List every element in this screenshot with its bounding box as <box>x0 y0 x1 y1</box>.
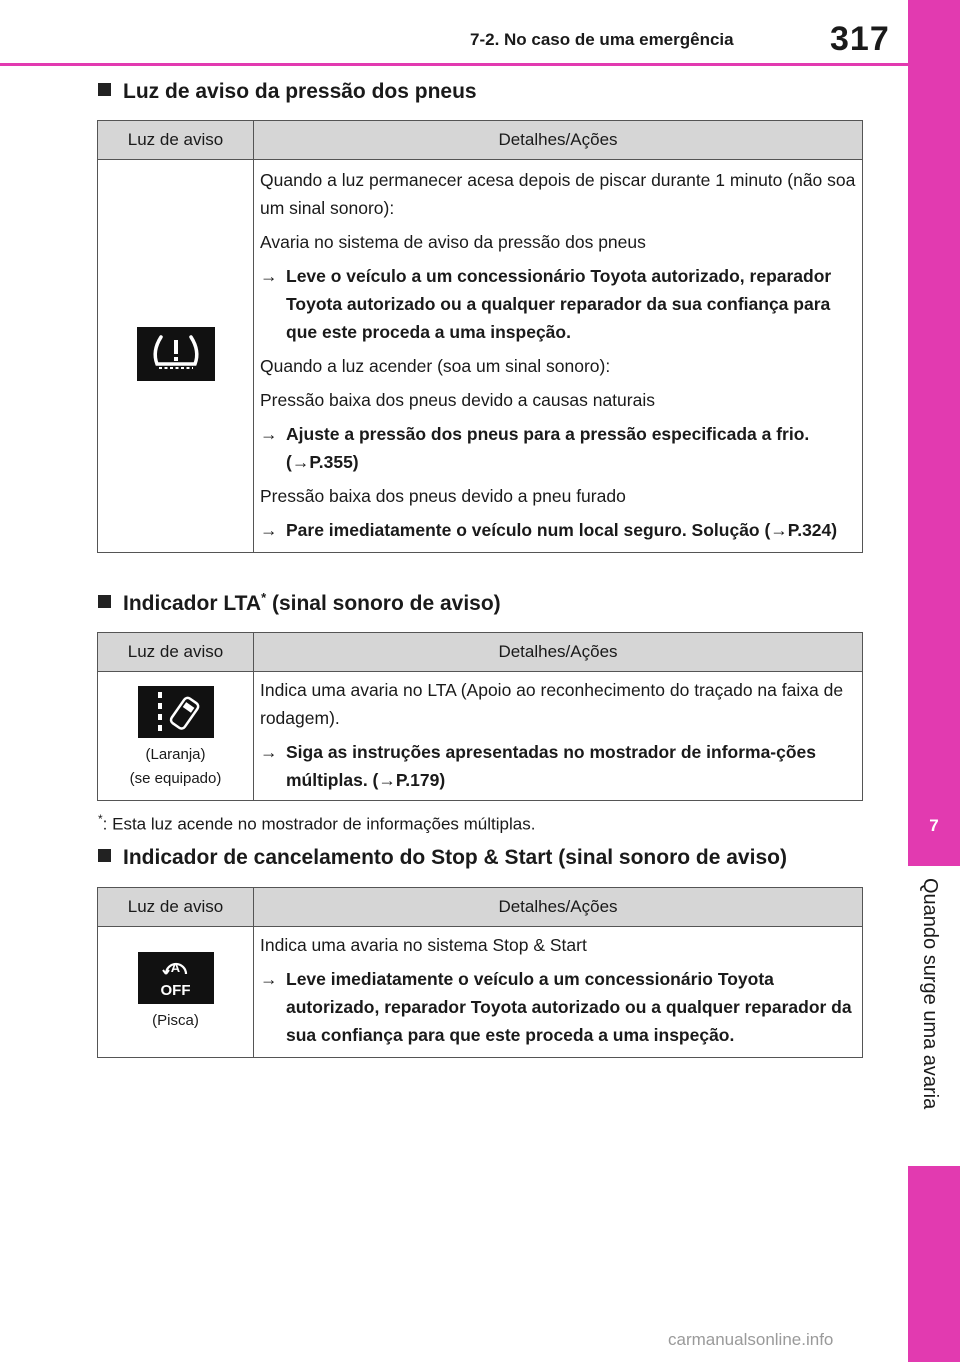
header-rule <box>0 63 908 66</box>
arrow-icon: → <box>260 424 278 444</box>
footnote: *: Esta luz acende no mostrador de informações múltiplas. <box>98 812 536 834</box>
icon-caption: (Laranja) <box>145 745 206 763</box>
action-line: → Siga as instruções apresentadas no mostrador de informa-ções múltiplas. (→P.179) <box>260 738 856 794</box>
col-header-details: Detalhes/Ações <box>254 121 863 160</box>
tire-pressure-warning-icon <box>137 327 215 381</box>
chapter-number: 7 <box>908 786 960 866</box>
col-header-warning-light: Luz de aviso <box>98 888 254 927</box>
table-header-row <box>98 121 863 160</box>
detail-line: Pressão baixa dos pneus devido a pneu furado <box>260 486 626 506</box>
chapter-label: Quando surge uma avaria <box>919 878 941 1110</box>
details-cell <box>254 927 863 1058</box>
col-header-warning-light: Luz de aviso <box>98 121 254 160</box>
col-header-details: Detalhes/Ações <box>254 888 863 927</box>
arrow-icon: → <box>260 969 278 989</box>
lta-table <box>97 632 863 801</box>
icon-cell <box>98 672 254 801</box>
stop-start-off-icon: A OFF <box>138 952 214 1004</box>
detail-line: Indica uma avaria no LTA (Apoio ao reconhecimento do traçado na faixa de rodagem). <box>260 680 844 728</box>
table-row <box>98 927 863 1058</box>
table-row <box>98 672 863 801</box>
section-heading-stop-start: Indicador de cancelamento do Stop & Start (sinal sonoro de aviso) <box>98 846 787 870</box>
detail-line: Avaria no sistema de aviso da pressão dos pneus <box>260 232 646 252</box>
section-heading-lta: Indicador LTA* (sinal sonoro de aviso) <box>98 590 501 616</box>
icon-cell <box>98 927 254 1058</box>
section-heading-tire-pressure: Luz de aviso da pressão dos pneus <box>98 80 477 104</box>
heading-square-icon <box>98 595 111 608</box>
table-row <box>98 160 863 553</box>
arrow-icon: → <box>260 266 278 286</box>
icon-cell <box>98 160 254 553</box>
tire-pressure-table <box>97 120 863 553</box>
page-number: 317 <box>830 20 890 58</box>
col-header-warning-light: Luz de aviso <box>98 633 254 672</box>
action-line: → Leve o veículo a um concessionário Toyota autorizado, reparador Toyota autorizado ou a qualquer reparador da sua confiança para que este proceda a uma inspeção. <box>260 262 856 346</box>
detail-line: Quando a luz permanecer acesa depois de piscar durante 1 minuto (não soa um sinal sonoro): <box>260 170 856 218</box>
section-header-title: 7-2. No caso de uma emergência <box>470 30 734 49</box>
details-cell <box>254 160 863 553</box>
action-line: → Ajuste a pressão dos pneus para a pressão especificada a frio. (→P.355) <box>260 420 856 476</box>
arrow-icon: → <box>260 520 278 540</box>
table-header-row <box>98 888 863 927</box>
detail-line: Quando a luz acender (soa um sinal sonoro): <box>260 356 611 376</box>
heading-square-icon <box>98 849 111 862</box>
icon-caption: (Pisca) <box>152 1011 199 1029</box>
heading-square-icon <box>98 83 111 96</box>
detail-line: Indica uma avaria no sistema Stop & Start <box>260 935 587 955</box>
action-line: → Leve imediatamente o veículo a um concessionário Toyota autorizado, reparador Toyota autorizado ou a qualquer reparador da sua confiança para que este proceda a uma inspeção. <box>260 965 856 1049</box>
icon-caption: (se equipado) <box>129 769 222 787</box>
arrow-icon: → <box>260 742 278 762</box>
table-header-row <box>98 633 863 672</box>
stop-start-table <box>97 887 863 1058</box>
detail-line: Pressão baixa dos pneus devido a causas naturais <box>260 390 655 410</box>
lta-indicator-icon <box>138 686 214 738</box>
col-header-details: Detalhes/Ações <box>254 633 863 672</box>
details-cell <box>254 672 863 801</box>
action-line: → Pare imediatamente o veículo num local seguro. Solução (→P.324) <box>260 516 856 544</box>
watermark: carmanualsonline.info <box>668 1330 834 1349</box>
